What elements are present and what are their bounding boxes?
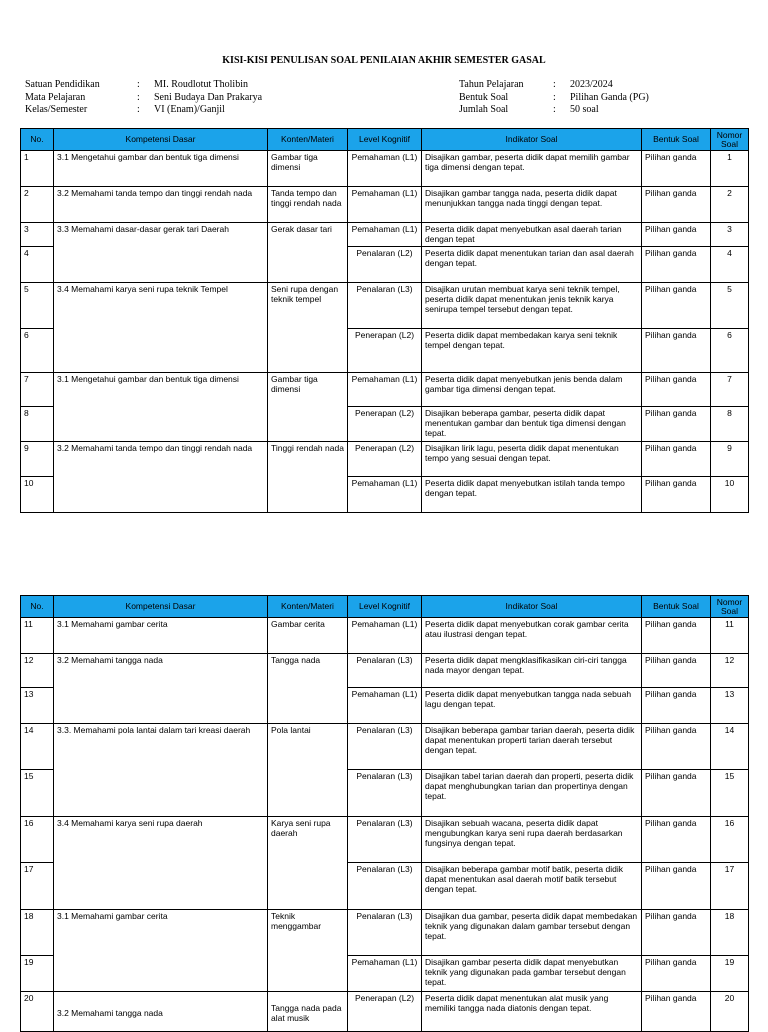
header-kompetensi: Kompetensi Dasar	[54, 596, 268, 618]
cell-no: 13	[21, 688, 54, 724]
cell-bentuk: Pilihan ganda	[642, 724, 711, 770]
cell-bentuk: Pilihan ganda	[642, 329, 711, 373]
header-indikator: Indikator Soal	[422, 596, 642, 618]
info-colon: :	[553, 79, 556, 90]
table-row	[21, 910, 749, 956]
cell-level: Penalaran (L3)	[348, 863, 422, 910]
cell-kompetensi: 3.3 Memahami dasar-dasar gerak tari Daerah	[54, 223, 268, 283]
cell-bentuk: Pilihan ganda	[642, 477, 711, 513]
cell-nomor: 6	[711, 329, 749, 373]
cell-nomor: 19	[711, 956, 749, 992]
cell-no: 16	[21, 817, 54, 863]
cell-bentuk: Pilihan ganda	[642, 187, 711, 223]
cell-kompetensi: 3.3. Memahami pola lantai dalam tari kreasi daerah	[54, 724, 268, 817]
cell-level: Pemahaman (L1)	[348, 373, 422, 407]
cell-nomor: 1	[711, 151, 749, 187]
cell-no: 14	[21, 724, 54, 770]
info-value: Pilihan Ganda (PG)	[570, 91, 649, 103]
cell-indikator: Peserta didik dapat membedakan karya seni teknik tempel dengan tepat.	[422, 329, 642, 373]
cell-nomor: 13	[711, 688, 749, 724]
cell-kompetensi: 3.1 Memahami gambar cerita	[54, 910, 268, 992]
cell-materi: Gambar tiga dimensi	[268, 151, 348, 187]
info-label: Kelas/Semester	[25, 104, 88, 115]
cell-indikator: Peserta didik dapat mengklasifikasikan ciri-ciri tangga nada mayor dengan tepat.	[422, 654, 642, 688]
cell-indikator: Disajikan beberapa gambar tarian daerah, peserta didik dapat menentukan properti tarian daerah tersebut dengan tepat.	[422, 724, 642, 770]
cell-kompetensi: 3.2 Memahami tanda tempo dan tinggi rendah nada	[54, 442, 268, 513]
info-label: Tahun Pelajaran	[459, 79, 524, 90]
table-row	[21, 373, 749, 407]
cell-no: 19	[21, 956, 54, 992]
header-bentuk: Bentuk Soal	[642, 596, 711, 618]
cell-materi: Teknik menggambar	[268, 910, 348, 992]
table-row	[21, 654, 749, 688]
header-no: No.	[21, 596, 54, 618]
cell-no: 8	[21, 407, 54, 442]
cell-no: 7	[21, 373, 54, 407]
header-materi: Konten/Materi	[268, 129, 348, 151]
cell-kompetensi: 3.2 Memahami tanda tempo dan tinggi rendah nada	[54, 187, 268, 223]
cell-bentuk: Pilihan ganda	[642, 373, 711, 407]
cell-kompetensi: 3.1 Mengetahui gambar dan bentuk tiga dimensi	[54, 373, 268, 442]
cell-bentuk: Pilihan ganda	[642, 442, 711, 477]
info-right	[459, 79, 649, 117]
cell-indikator: Peserta didik dapat menyebutkan istilah tanda tempo dengan tepat.	[422, 477, 642, 513]
cell-nomor: 4	[711, 247, 749, 283]
cell-no: 15	[21, 770, 54, 817]
cell-no: 1	[21, 151, 54, 187]
table-row	[21, 817, 749, 863]
cell-materi: Tangga nada pada alat musik	[268, 992, 348, 1032]
cell-nomor: 9	[711, 442, 749, 477]
cell-bentuk: Pilihan ganda	[642, 283, 711, 329]
info-colon: :	[553, 104, 556, 115]
cell-indikator: Disajikan gambar, peserta didik dapat memilih gambar tiga dimensi dengan tepat.	[422, 151, 642, 187]
cell-level: Pemahaman (L1)	[348, 223, 422, 247]
cell-level: Pemahaman (L1)	[348, 187, 422, 223]
header-nomor: Nomor Soal	[711, 129, 749, 151]
table-header-row	[21, 596, 749, 618]
cell-level: Penalaran (L3)	[348, 910, 422, 956]
info-label: Jumlah Soal	[459, 104, 509, 115]
cell-bentuk: Pilihan ganda	[642, 151, 711, 187]
info-label: Bentuk Soal	[459, 91, 509, 103]
cell-nomor: 10	[711, 477, 749, 513]
cell-indikator: Disajikan urutan membuat karya seni teknik tempel, peserta didik dapat menentukan jenis teknik karya senirupa tempel tersebut dengan tepat.	[422, 283, 642, 329]
header-kompetensi: Kompetensi Dasar	[54, 129, 268, 151]
cell-level: Penalaran (L3)	[348, 654, 422, 688]
cell-level: Pemahaman (L1)	[348, 956, 422, 992]
cell-bentuk: Pilihan ganda	[642, 654, 711, 688]
cell-indikator: Disajikan gambar tangga nada, peserta didik dapat menunjukkan tangga nada tinggi dengan tepat.	[422, 187, 642, 223]
info-label: Satuan Pendidikan	[25, 79, 100, 90]
header-bentuk: Bentuk Soal	[642, 129, 711, 151]
cell-nomor: 7	[711, 373, 749, 407]
cell-no: 18	[21, 910, 54, 956]
info-label: Mata Pelajaran	[25, 91, 86, 103]
cell-nomor: 11	[711, 618, 749, 654]
cell-level: Penalaran (L3)	[348, 817, 422, 863]
cell-bentuk: Pilihan ganda	[642, 247, 711, 283]
table-row	[21, 992, 749, 1032]
cell-bentuk: Pilihan ganda	[642, 910, 711, 956]
cell-bentuk: Pilihan ganda	[642, 618, 711, 654]
cell-materi: Gambar tiga dimensi	[268, 373, 348, 442]
cell-level: Pemahaman (L1)	[348, 618, 422, 654]
info-left	[25, 79, 262, 117]
cell-no: 10	[21, 477, 54, 513]
info-value: 50 soal	[570, 104, 599, 115]
cell-indikator: Disajikan sebuah wacana, peserta didik dapat mengubungkan karya seni rupa daerah berdasarkan fungsinya dengan tepat.	[422, 817, 642, 863]
table-row	[21, 618, 749, 654]
cell-indikator: Disajikan tabel tarian daerah dan properti, peserta didik dapat menghubungkan tarian dan propertinya dengan tepat.	[422, 770, 642, 817]
info-value: Seni Budaya Dan Prakarya	[154, 91, 263, 103]
cell-materi: Tanda tempo dan tinggi rendah nada	[268, 187, 348, 223]
info-value: 2023/2024	[570, 79, 613, 90]
table-row	[21, 442, 749, 477]
cell-level: Penerapan (L2)	[348, 992, 422, 1032]
cell-no: 5	[21, 283, 54, 329]
cell-no: 6	[21, 329, 54, 373]
cell-kompetensi: 3.4 Memahami karya seni rupa teknik Tempel	[54, 283, 268, 373]
cell-level: Pemahaman (L1)	[348, 477, 422, 513]
cell-no: 12	[21, 654, 54, 688]
table-row	[21, 151, 749, 187]
cell-nomor: 8	[711, 407, 749, 442]
cell-level: Penerapan (L2)	[348, 407, 422, 442]
table-row	[21, 223, 749, 247]
cell-indikator: Peserta didik dapat menentukan tarian dan asal daerah dengan tepat.	[422, 247, 642, 283]
header-nomor: Nomor Soal	[711, 596, 749, 618]
cell-indikator: Peserta didik dapat menyebutkan asal daerah tarian dengan tepat	[422, 223, 642, 247]
cell-kompetensi: 3.4 Memahami karya seni rupa daerah	[54, 817, 268, 910]
header-materi: Konten/Materi	[268, 596, 348, 618]
cell-no: 11	[21, 618, 54, 654]
cell-level: Penalaran (L3)	[348, 770, 422, 817]
cell-materi: Karya seni rupa daerah	[268, 817, 348, 910]
cell-materi: Tinggi rendah nada	[268, 442, 348, 513]
header-indikator: Indikator Soal	[422, 129, 642, 151]
cell-nomor: 5	[711, 283, 749, 329]
table-row	[21, 283, 749, 329]
cell-bentuk: Pilihan ganda	[642, 956, 711, 992]
table-row	[21, 724, 749, 770]
cell-indikator: Disajikan beberapa gambar motif batik, peserta didik dapat menentukan asal daerah motif batik tersebut dengan tepat.	[422, 863, 642, 910]
info-colon: :	[553, 91, 556, 103]
cell-level: Penerapan (L2)	[348, 442, 422, 477]
cell-level: Penalaran (L2)	[348, 247, 422, 283]
cell-level: Penerapan (L2)	[348, 329, 422, 373]
cell-bentuk: Pilihan ganda	[642, 223, 711, 247]
cell-kompetensi: 3.2 Memahami tangga nada	[54, 654, 268, 724]
header-level: Level Kognitif	[348, 596, 422, 618]
cell-kompetensi: 3.1 Memahami gambar cerita	[54, 618, 268, 654]
cell-bentuk: Pilihan ganda	[642, 992, 711, 1032]
cell-indikator: Peserta didik dapat menyebutkan jenis benda dalam gambar tiga dimensi dengan tepat.	[422, 373, 642, 407]
cell-nomor: 2	[711, 187, 749, 223]
cell-indikator: Disajikan lirik lagu, peserta didik dapat menentukan tempo yang sesuai dengan tepat.	[422, 442, 642, 477]
cell-indikator: Disajikan dua gambar, peserta didik dapat membedakan teknik yang digunakan dalam gambar tersebut dengan tepat.	[422, 910, 642, 956]
cell-nomor: 18	[711, 910, 749, 956]
kisi-table-1	[20, 128, 749, 513]
cell-indikator: Peserta didik dapat menyebutkan tangga nada sebuah lagu dengan tepat.	[422, 688, 642, 724]
cell-no: 20	[21, 992, 54, 1032]
info-value: VI (Enam)/Ganjil	[154, 104, 225, 115]
cell-nomor: 3	[711, 223, 749, 247]
document-title: KISI-KISI PENULISAN SOAL PENILAIAN AKHIR SEMESTER GASAL	[222, 55, 546, 66]
cell-bentuk: Pilihan ganda	[642, 770, 711, 817]
cell-materi: Tangga nada	[268, 654, 348, 724]
cell-bentuk: Pilihan ganda	[642, 407, 711, 442]
cell-level: Penalaran (L3)	[348, 283, 422, 329]
info-colon: :	[137, 104, 140, 115]
cell-kompetensi: 3.2 Memahami tangga nada	[54, 992, 268, 1032]
cell-indikator: Peserta didik dapat menentukan alat musik yang memiliki tangga nada diatonis dengan tepat.	[422, 992, 642, 1032]
header-level: Level Kognitif	[348, 129, 422, 151]
cell-indikator: Peserta didik dapat menyebutkan corak gambar cerita atau ilustrasi dengan tepat.	[422, 618, 642, 654]
header-no: No.	[21, 129, 54, 151]
cell-indikator: Disajikan gambar peserta didik dapat menyebutkan teknik yang digunakan pada gambar tersebut dengan tepat.	[422, 956, 642, 992]
cell-nomor: 15	[711, 770, 749, 817]
cell-level: Pemahaman (L1)	[348, 688, 422, 724]
cell-no: 3	[21, 223, 54, 247]
cell-level: Penalaran (L3)	[348, 724, 422, 770]
cell-no: 9	[21, 442, 54, 477]
cell-indikator: Disajikan beberapa gambar, peserta didik dapat menentukan gambar dan bentuk tiga dimensi dengan tepat.	[422, 407, 642, 442]
cell-nomor: 17	[711, 863, 749, 910]
cell-materi: Seni rupa dengan teknik tempel	[268, 283, 348, 373]
cell-no: 17	[21, 863, 54, 910]
cell-nomor: 20	[711, 992, 749, 1032]
cell-kompetensi: 3.1 Mengetahui gambar dan bentuk tiga dimensi	[54, 151, 268, 187]
cell-no: 4	[21, 247, 54, 283]
cell-level: Pemahaman (L1)	[348, 151, 422, 187]
cell-bentuk: Pilihan ganda	[642, 863, 711, 910]
cell-materi: Gerak dasar tari	[268, 223, 348, 283]
info-value: MI. Roudlotut Tholibin	[154, 79, 248, 90]
kisi-table-2	[20, 595, 749, 1032]
info-colon: :	[137, 91, 140, 103]
table-row	[21, 187, 749, 223]
table-header-row	[21, 129, 749, 151]
cell-nomor: 16	[711, 817, 749, 863]
cell-bentuk: Pilihan ganda	[642, 688, 711, 724]
cell-materi: Pola lantai	[268, 724, 348, 817]
cell-nomor: 12	[711, 654, 749, 688]
cell-no: 2	[21, 187, 54, 223]
cell-nomor: 14	[711, 724, 749, 770]
info-colon: :	[137, 79, 140, 90]
cell-bentuk: Pilihan ganda	[642, 817, 711, 863]
cell-materi: Gambar cerita	[268, 618, 348, 654]
